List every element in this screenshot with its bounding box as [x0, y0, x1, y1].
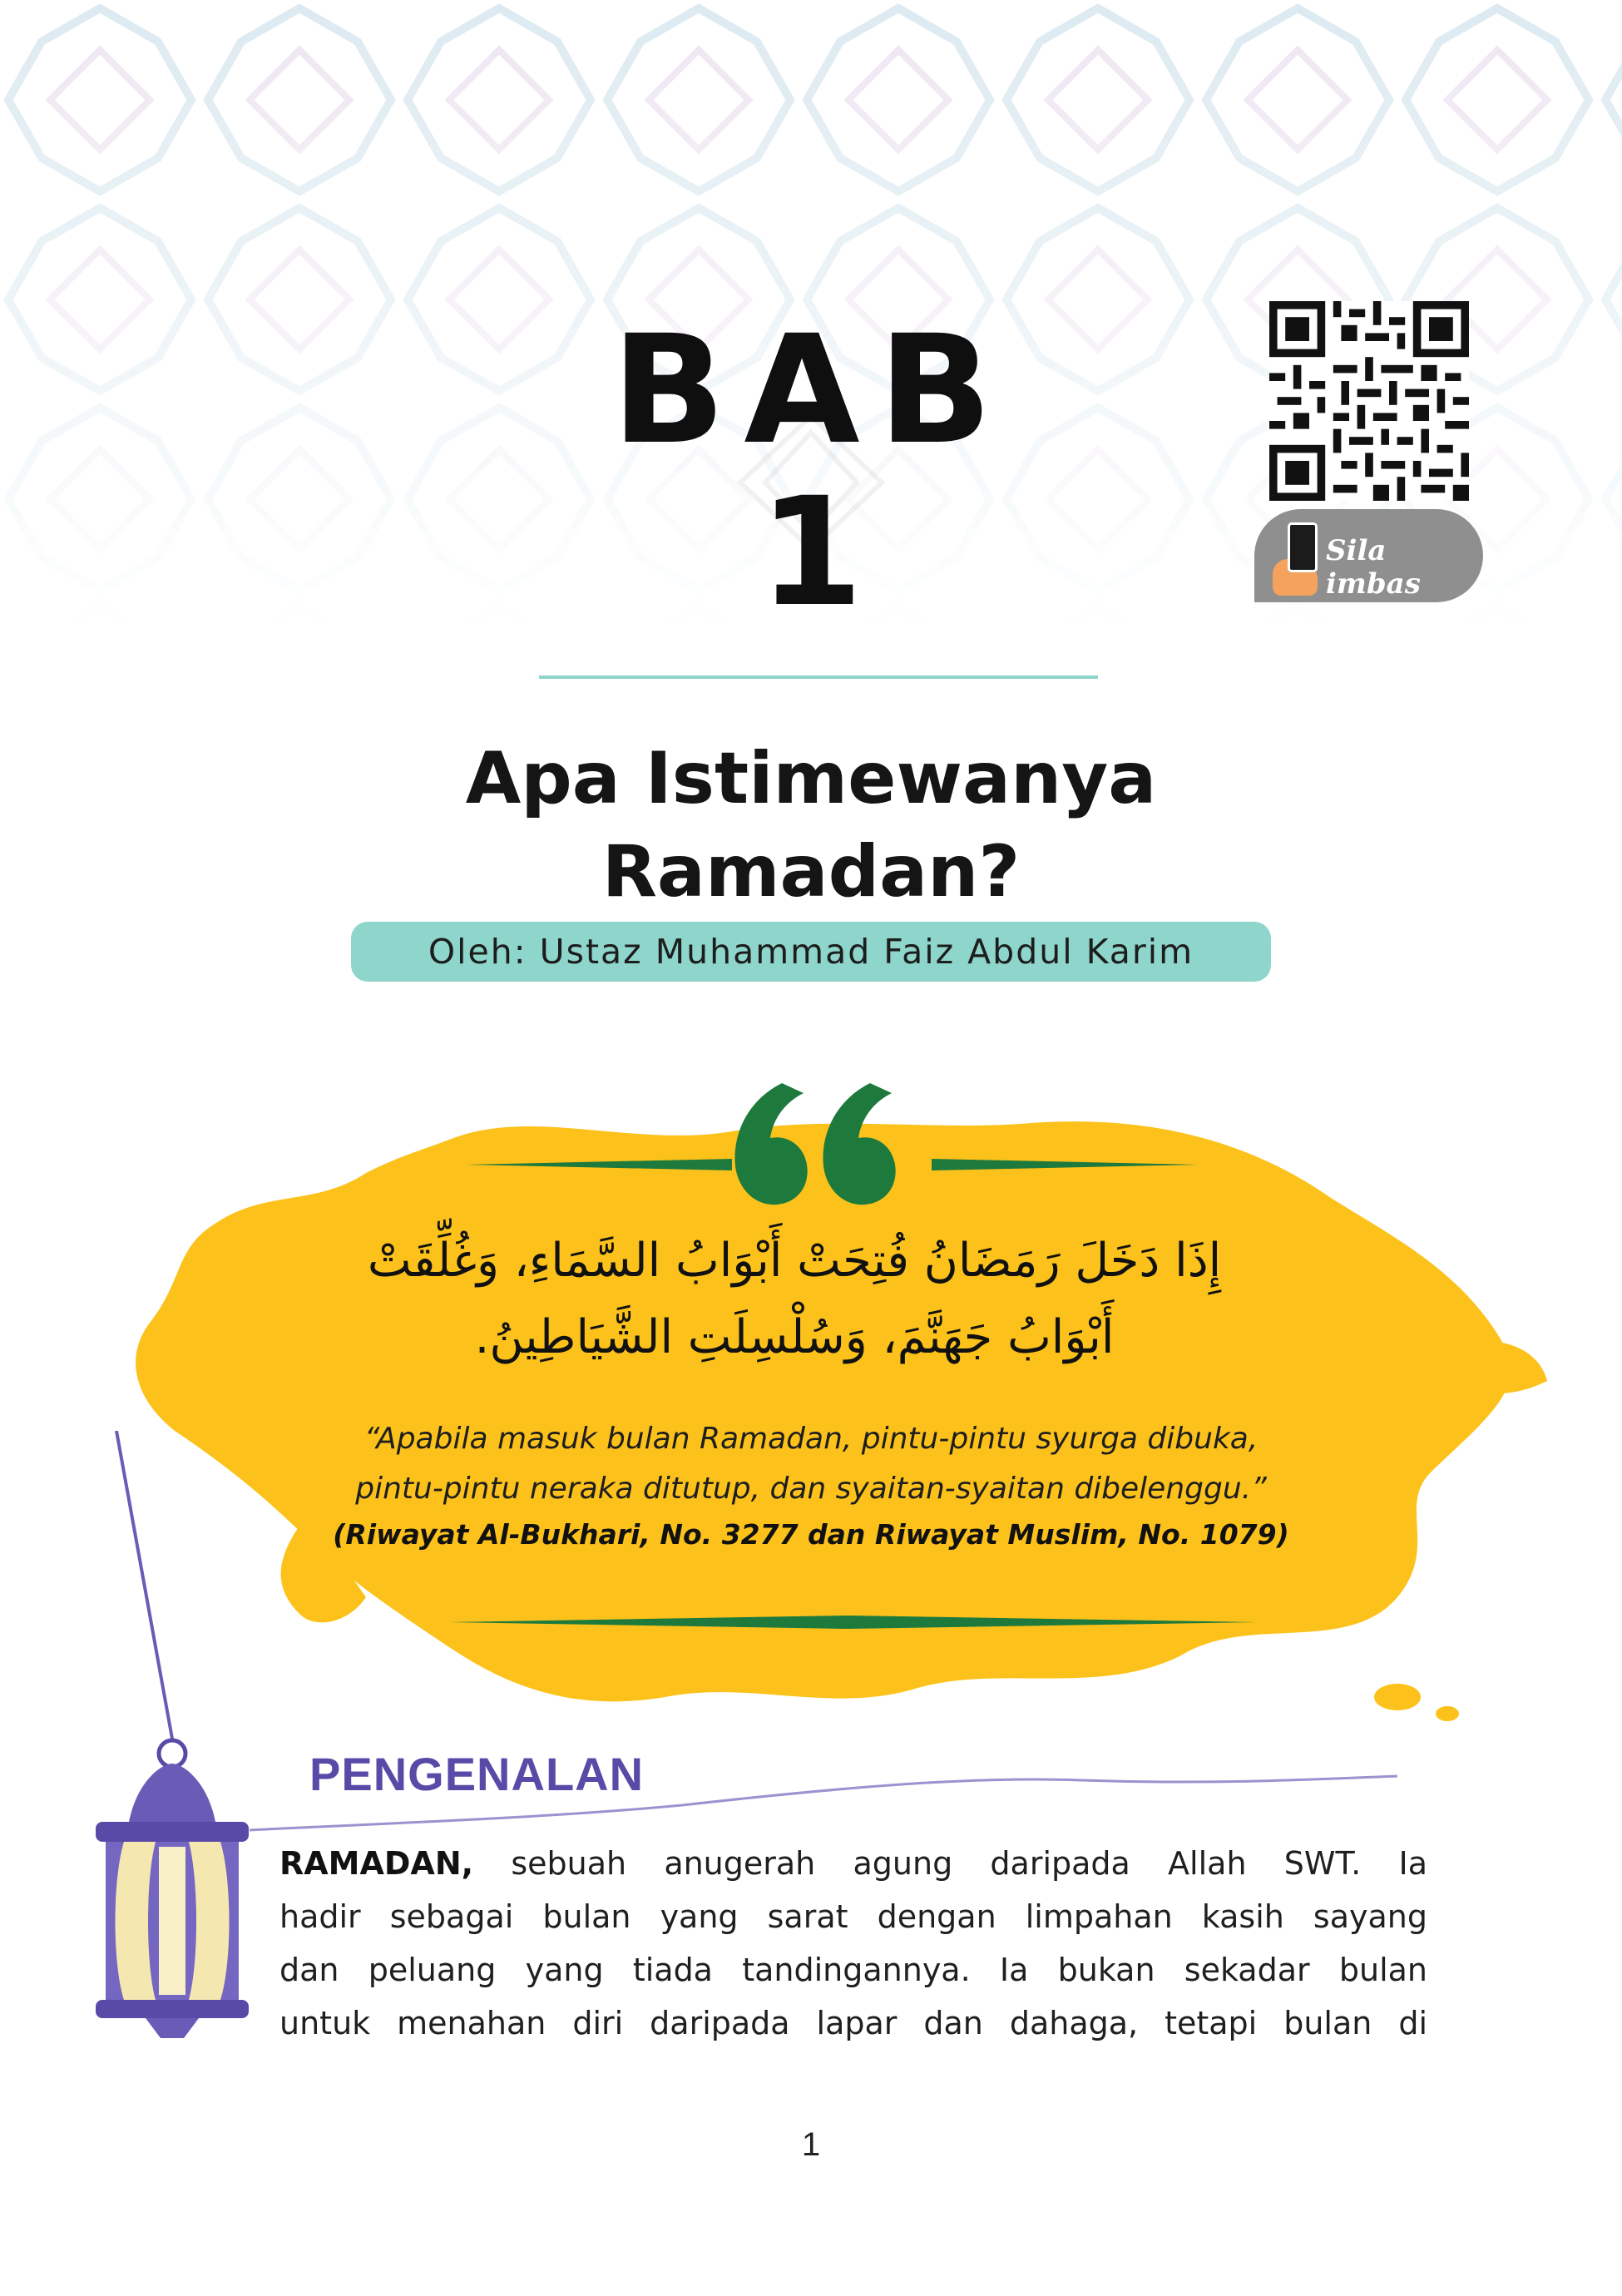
intro-line-2: hadir sebagai bulan yang sarat dengan limpahan kasih sayang	[279, 1898, 1427, 1935]
hadith-translation-line1: “Apabila masuk bulan Ramadan, pintu-pintu syurga dibuka,	[363, 1422, 1259, 1456]
hadith-source: (Riwayat Al-Bukhari, No. 3277 dan Riwayat Muslim, No. 1079)	[333, 1518, 1289, 1551]
scan-label: Sila imbas	[1326, 534, 1421, 601]
hadith-translation	[316, 1414, 1306, 1514]
hadith-arabic-line2: أَبْوَابُ جَهَنَّمَ، وَسُلْسِلَتِ الشَّيَاطِينُ.	[474, 1310, 1115, 1364]
lantern-icon	[79, 1431, 262, 2046]
title-divider	[539, 675, 1098, 679]
chapter-label: BAB	[611, 304, 1011, 478]
hadith-arabic-line1: إِذَا دَخَلَ رَمَضَانُ فُتِحَتْ أَبْوَابُ السَّمَاءِ، وَغُلِّقَتْ	[367, 1234, 1222, 1288]
quote-mark-icon	[724, 1066, 898, 1216]
section-heading-introduction: PENGENALAN	[309, 1748, 645, 1800]
qr-badge[interactable]	[1254, 301, 1487, 601]
intro-line-3: dan peluang yang tiada tandingannya. Ia bukan sekadar bulan	[279, 1952, 1427, 1988]
page-number: 1	[801, 2126, 821, 2163]
chapter-number: 1	[759, 466, 863, 640]
chapter-title-line2: Ramadan?	[601, 830, 1021, 913]
intro-line-4: untuk menahan diri daripada lapar dan dahaga, tetapi bulan di	[279, 2005, 1427, 2041]
chapter-title	[0, 732, 1622, 918]
intro-line-1: RAMADAN, sebuah anugerah agung daripada Allah SWT. Ia	[279, 1845, 1427, 1882]
phone-icon	[1288, 522, 1318, 572]
chapter-title-line1: Apa Istimewanya	[465, 737, 1157, 820]
intro-lead-word: RAMADAN,	[279, 1845, 474, 1882]
hadith-translation-line2: pintu-pintu neraka ditutup, dan syaitan-syaitan dibelenggu.”	[355, 1472, 1267, 1506]
hadith-arabic	[316, 1223, 1273, 1376]
introduction-paragraph	[279, 1837, 1427, 2050]
scan-prompt-bubble	[1254, 509, 1483, 602]
qr-code-icon[interactable]	[1269, 301, 1469, 501]
author-badge: Oleh: Ustaz Muhammad Faiz Abdul Karim	[351, 922, 1271, 982]
